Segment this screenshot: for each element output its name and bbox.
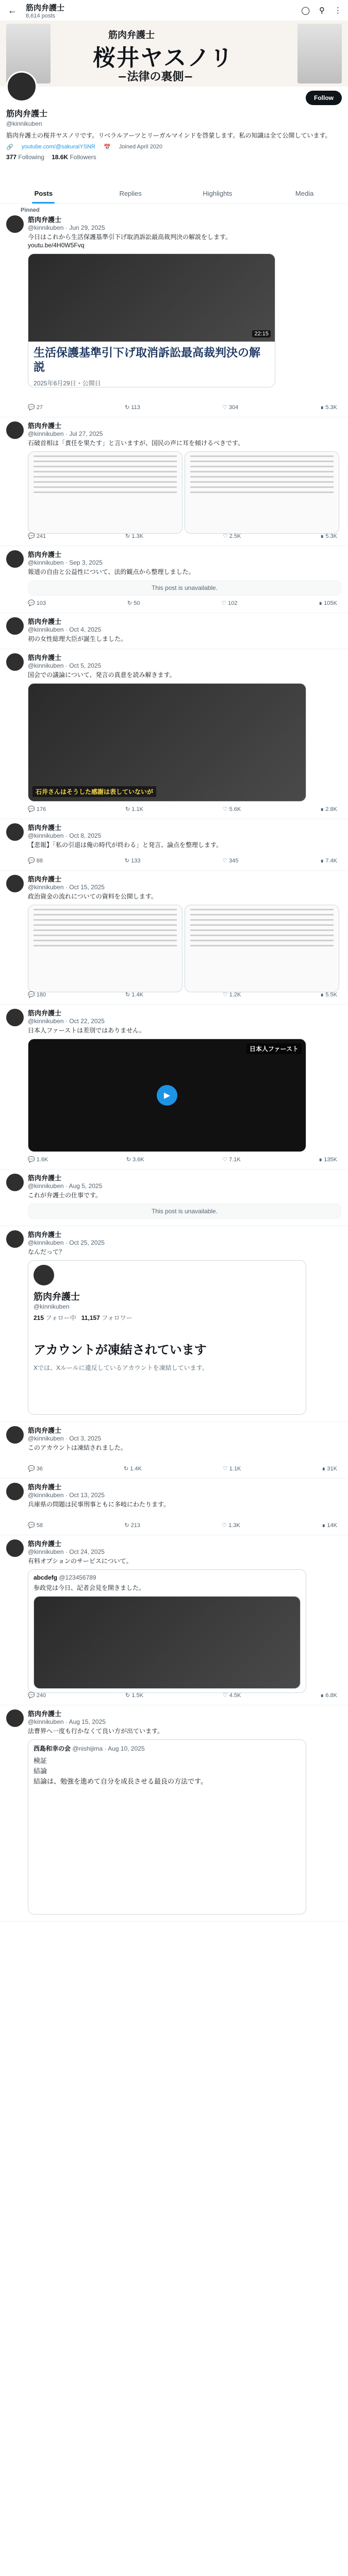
tweet-actions [28,1156,337,1163]
reply-button[interactable]: 💬 88 [28,858,43,864]
tweet-avatar[interactable] [6,823,24,841]
profile-name: 筋肉弁護士 [6,110,48,118]
tab-replies[interactable]: Replies [119,190,142,197]
views-button[interactable]: ∎ 6.8K [320,1692,337,1699]
tweet-meta: @kinnikuben · Sep 3, 2025 [28,559,103,566]
tweet-actions [28,1465,337,1472]
profile-joined: Joined April 2020 [119,144,163,150]
views-button[interactable]: ∎ 105K [319,600,337,606]
like-button[interactable]: ♡ 304 [222,404,239,411]
tweet-author[interactable]: 筋肉弁護士 [28,1231,62,1239]
tweet-author[interactable]: 筋肉弁護士 [28,1427,62,1434]
tweet-meta: @kinnikuben · Oct 4, 2025 [28,626,102,633]
tweet-meta: @kinnikuben · Aug 15, 2025 [28,1718,106,1725]
tweet-actions [28,1692,337,1699]
tweet[interactable] [0,1479,348,1535]
tweet-actions [28,857,337,864]
tweet-actions [28,991,337,998]
quoted-video[interactable] [34,1596,301,1689]
header-post-count: 8,614 posts [26,12,55,19]
tweet-avatar[interactable] [6,1009,24,1026]
views-button[interactable]: ∎ 31K [322,1466,337,1472]
video-duration: 22:15 [252,330,271,337]
more-icon[interactable]: ⋮ [334,6,342,15]
tweet-text: 石破首相は「責任を果たす」と言いますが、国民の声に耳を傾けるべきです。 [28,439,244,447]
repost-button[interactable]: ↻ 1.5K [125,1692,143,1699]
unavailable-notice: This post is unavailable. [28,580,341,596]
tweet[interactable] [0,1170,348,1226]
tweet-image[interactable] [28,905,183,992]
profile-handle: @kinnikuben [6,120,42,127]
repost-button[interactable]: ↻ 1.3K [125,533,143,539]
tweet[interactable] [0,1535,348,1705]
tweet-video[interactable] [28,1039,306,1152]
unavailable-notice: This post is unavailable. [28,1204,341,1219]
tweet-meta: @kinnikuben · Jul 27, 2025 [28,430,103,437]
video-caption: 石井さんはそうした感謝は表していないが [32,786,156,797]
tweet-actions [28,404,337,411]
tweet-author[interactable]: 筋肉弁護士 [28,551,62,558]
like-button[interactable]: ♡ 102 [221,600,238,606]
video-subtitle: 2025年6月29日・公開日 [34,380,101,387]
profile-link[interactable]: youtube.com/@sakuraiYSNR [21,144,95,150]
top-bar [0,0,348,21]
reply-button[interactable]: 💬 103 [28,600,46,606]
quoted-text: 参政党は今日、記者会見を開きました。 [34,1584,145,1591]
tweet-author[interactable]: 筋肉弁護士 [28,824,62,832]
header-name: 筋肉弁護士 [26,3,65,12]
tweet-meta: @kinnikuben · Oct 15, 2025 [28,884,105,891]
views-button[interactable]: ∎ 14K [322,1522,337,1529]
tweet-avatar[interactable] [6,1483,24,1500]
reply-button[interactable]: 💬 241 [28,533,46,539]
tweet-text: 日本人ファーストは差別ではありません。 [28,1027,145,1034]
link-icon: 🔗 [6,144,13,150]
quoted-card[interactable]: 筋肉弁護士 @kinnikuben 215 フォロー中 11,157 フォロワー アカウントが凍結されています Xでは、Xルールに違反しているアカウントを凍結しています。 [28,1260,306,1415]
tweet-text: 国会での議論について、発言の真意を読み解きます。 [28,671,176,679]
following-label: Following [18,154,45,161]
tweet-text: 有料オプションのサービスについて。 [28,1557,132,1565]
banner-photo-right [297,24,342,83]
tweet-avatar[interactable] [6,1426,24,1444]
views-button[interactable]: ∎ 5.3K [320,404,337,411]
banner-line1: 筋肉弁護士 [108,30,155,41]
follow-button[interactable]: Follow [306,91,342,105]
tweet-meta: @kinnikuben · Oct 24, 2025 [28,1548,105,1555]
reply-button[interactable]: 💬 176 [28,806,46,812]
like-button[interactable]: ♡ 1.1K [222,1466,241,1472]
tweet-text: 今日はこれから生活保護基準引下げ取消訴訟最高裁判決の解説をします。 youtu.be/4H0W5Fvq [28,233,232,249]
suspended-title: アカウントが凍結されています [34,1343,207,1357]
tweet-meta: @kinnikuben · Oct 5, 2025 [28,662,102,669]
calendar-icon: 📅 [103,144,111,150]
tweet-text: このアカウントは凍結されました。 [28,1444,127,1451]
reply-button[interactable]: 💬 36 [28,1466,43,1472]
tweet-author[interactable]: 筋肉弁護士 [28,618,62,625]
tweet-avatar[interactable] [6,1539,24,1557]
profile-banner [0,21,348,87]
tweet-avatar[interactable] [6,1174,24,1191]
tweet[interactable] [0,819,348,871]
repost-button[interactable]: ↻ 3.6K [126,1157,144,1163]
tweet[interactable] [0,871,348,1005]
pinned-label: Pinned [21,207,40,213]
tweet-meta: @kinnikuben · Aug 5, 2025 [28,1182,103,1190]
tweet[interactable] [0,417,348,546]
back-arrow-icon[interactable]: ← [8,5,17,15]
like-button[interactable]: ♡ 1.3K [222,1522,240,1529]
tweet-image[interactable] [28,451,183,534]
followers-label: Followers [70,154,96,161]
tweet-video[interactable] [28,253,275,387]
quoted-name: 西島和幸の会 [34,1745,71,1752]
tweet-meta: @kinnikuben · Oct 3, 2025 [28,1435,102,1442]
tab-highlights[interactable]: Highlights [203,190,233,197]
quoted-handle: @nishijima · Aug 10, 2025 [72,1745,145,1752]
tweet-video[interactable] [28,683,306,802]
following-count: 377 [6,154,17,161]
quoted-card[interactable] [28,1739,306,1914]
tweet-meta: @kinnikuben · Oct 22, 2025 [28,1018,105,1025]
tweet-avatar[interactable] [6,1230,24,1248]
quoted-text: 検証 結論 結論は、勉強を進めて自分を成長させる最良の方法です。 [34,1757,207,1785]
tweet-avatar[interactable] [6,875,24,892]
like-button[interactable]: ♡ 345 [222,858,239,864]
tweet-actions [28,600,337,606]
profile-info [6,107,342,161]
tweet-author[interactable]: 筋肉弁護士 [28,1009,62,1017]
repost-button[interactable]: ↻ 50 [127,600,140,606]
quoted-avatar [34,1265,54,1285]
video-title: 生活保護基準引下げ取消訴訟最高裁判決の解説 [34,346,261,374]
tweet[interactable] [0,1422,348,1479]
repost-button[interactable]: ↻ 1.1K [125,806,143,812]
search-icon[interactable]: ⚲ [319,6,325,15]
tweet-author[interactable]: 筋肉弁護士 [28,654,62,662]
tweet-text: なんだって？ [28,1248,65,1256]
views-button[interactable]: ∎ 2.8K [320,806,337,812]
tweet-meta: @kinnikuben · Oct 25, 2025 [28,1239,105,1246]
like-button[interactable]: ♡ 5.6K [222,806,241,812]
like-button[interactable]: ♡ 7.1K [222,1157,241,1163]
tweet-author[interactable]: 筋肉弁護士 [28,422,62,430]
views-button[interactable]: ∎ 7.4K [320,858,337,864]
tweet-avatar[interactable] [6,215,24,233]
video-caption: 日本人ファースト [246,1043,302,1054]
like-button[interactable]: ♡ 4.5K [222,1692,241,1699]
tweet-avatar[interactable] [6,1709,24,1727]
tweet-image[interactable] [185,905,339,992]
tweet-image[interactable] [185,451,339,534]
followers-link[interactable] [52,154,96,161]
tweet-text: 法曹界へ一度も行かなくて良い方が出ています。 [28,1727,164,1735]
repost-button[interactable]: ↻ 113 [125,404,140,411]
tweet[interactable] [0,1226,348,1422]
video-thumbnail [28,254,275,342]
tweet-avatar[interactable] [6,550,24,568]
tweet-meta: @kinnikuben · Oct 13, 2025 [28,1492,105,1499]
tweet-text: 政治資金の流れについての資料を公開します。 [28,893,157,900]
tweet-text: 報道の自由と公益性について、法的観点から整理しました。 [28,568,195,575]
tweet-text: 兵庫県の問題は民事刑事ともに多岐にわたります。 [28,1501,170,1508]
tweet-author[interactable]: 筋肉弁護士 [28,1710,62,1718]
tweet-actions [28,1522,337,1529]
like-button[interactable]: ♡ 1.2K [222,992,241,998]
profile-tabs [0,183,348,204]
tweet[interactable] [0,211,348,417]
tweet-author[interactable]: 筋肉弁護士 [28,1483,62,1491]
tweet[interactable] [0,1005,348,1170]
repost-button[interactable]: ↻ 1.4K [125,992,143,998]
profile-avatar[interactable] [6,71,37,102]
tweet-text: 初の女性総理大臣が誕生しました。 [28,635,127,642]
profile-bio: 筋肉弁護士の桜井ヤスノリです。リベラルアーツとリーガルマインドを啓蒙します。私の知識は全て公開しています。 [6,132,332,139]
followers-count: 18.6K [52,154,69,161]
tweet[interactable] [0,613,348,649]
quoted-name: abcdefg [34,1574,58,1581]
banner-line3: −法律の裏側− [118,70,193,83]
reply-button[interactable]: 💬 180 [28,992,46,998]
grok-icon[interactable]: ◯ [301,6,310,15]
like-button[interactable]: ♡ 2.5K [222,533,241,539]
reply-button[interactable]: 💬 1.6K [28,1157,48,1163]
tweet-actions [28,806,337,812]
tweet-meta: @kinnikuben · Jun 29, 2025 [28,224,105,231]
quoted-card[interactable] [28,1569,306,1693]
quoted-name: 筋肉弁護士 [34,1292,80,1302]
tweet-avatar[interactable] [6,653,24,671]
tweet-avatar[interactable] [6,421,24,439]
tab-posts[interactable]: Posts [0,183,87,204]
tweet[interactable] [0,1705,348,1922]
tweet[interactable] [0,546,348,613]
tweet[interactable] [0,649,348,819]
tab-media[interactable]: Media [295,190,314,197]
repost-button[interactable]: ↻ 213 [124,1522,141,1529]
tweet-author[interactable]: 筋肉弁護士 [28,1174,62,1182]
repost-button[interactable]: ↻ 1.4K [123,1466,142,1472]
views-button[interactable]: ∎ 5.3K [320,533,337,539]
quoted-handle: @123456789 [59,1574,96,1581]
repost-button[interactable]: ↻ 133 [124,858,141,864]
tweet-text: これが弁護士の仕事です。 [28,1192,102,1199]
tweet-author[interactable]: 筋肉弁護士 [28,216,62,224]
reply-button[interactable]: 💬 27 [28,404,43,411]
banner-line2: 桜井ヤスノリ [93,45,234,71]
header-title [26,2,64,19]
reply-button[interactable]: 💬 58 [28,1522,43,1529]
tweet-author[interactable]: 筋肉弁護士 [28,875,62,883]
tweet-meta: @kinnikuben · Oct 8, 2025 [28,832,102,839]
views-button[interactable]: ∎ 5.5K [320,992,337,998]
tweet-text: 【悲報】「私の引退は俺の時代が終わる」と発言、論点を整理します。 [28,841,223,849]
tweet-actions [28,533,337,539]
quoted-handle: @kinnikuben [34,1303,70,1310]
reply-button[interactable]: 💬 240 [28,1692,46,1699]
tweet-avatar[interactable] [6,617,24,635]
tweet-author[interactable]: 筋肉弁護士 [28,1540,62,1548]
play-icon[interactable]: ▶ [157,1085,177,1106]
views-button[interactable]: ∎ 135K [319,1157,337,1163]
suspended-sub: Xでは、Xルールに違反しているアカウントを凍結しています。 [34,1364,208,1371]
following-link[interactable] [6,154,44,161]
